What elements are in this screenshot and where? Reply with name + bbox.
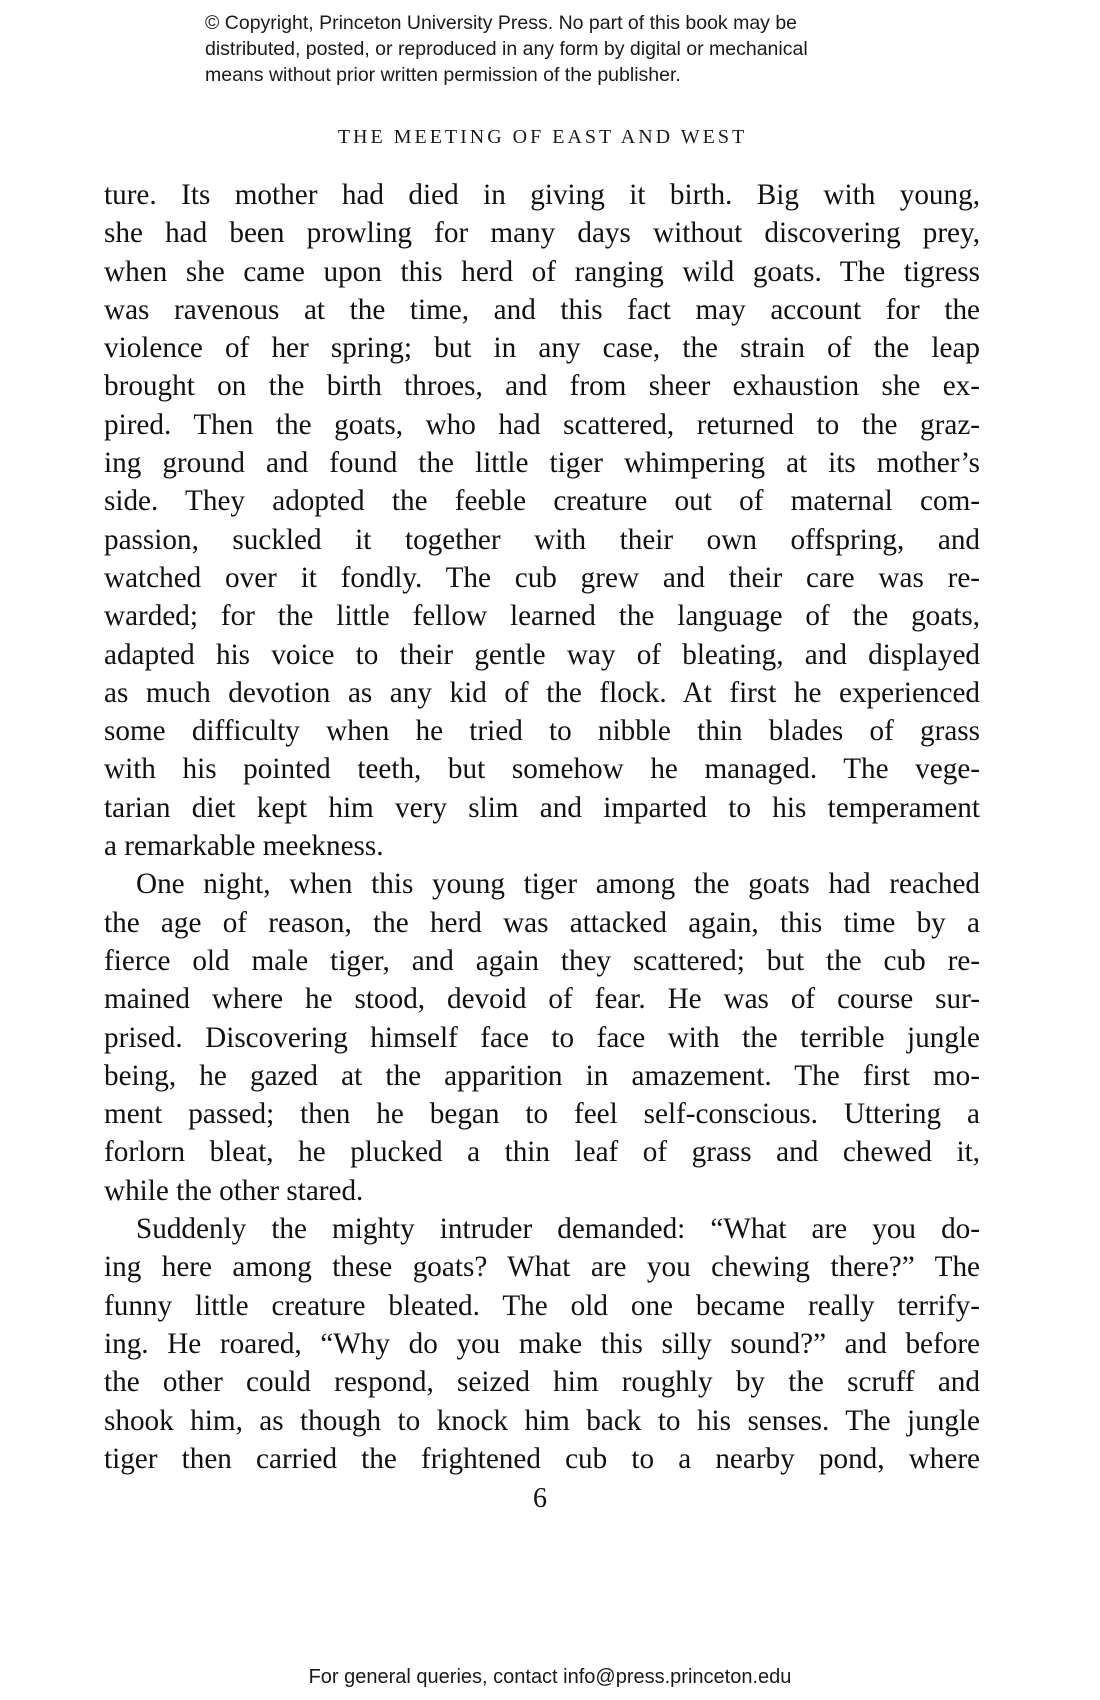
text-line: shook him, as though to knock him back to his senses. The jungle (104, 1404, 980, 1437)
text-line: side. They adopted the feeble creature out of maternal com- (104, 485, 980, 518)
copyright-notice (205, 10, 925, 88)
paragraph (104, 1210, 980, 1478)
text-line: was ravenous at the time, and this fact may account for the (104, 293, 980, 326)
text-line: a remarkable meekness. (104, 830, 384, 863)
text-line: Suddenly the mighty intruder demanded: “What are you do- (136, 1213, 980, 1246)
text-line: warded; for the little fellow learned the language of the goats, (104, 600, 980, 633)
text-line: ment passed; then he began to feel self-conscious. Uttering a (104, 1098, 980, 1131)
paragraph (104, 865, 980, 1210)
copyright-line: means without prior written permission of the publisher. (205, 64, 681, 86)
text-line: when she came upon this herd of ranging wild goats. The tigress (104, 255, 980, 288)
text-line: watched over it fondly. The cub grew and their care was re- (104, 561, 980, 594)
text-line: brought on the birth throes, and from sheer exhaustion she ex- (104, 370, 980, 403)
copyright-line: distributed, posted, or reproduced in any form by digital or mechanical (205, 38, 808, 60)
text-line: pired. Then the goats, who had scattered, returned to the graz- (104, 408, 980, 441)
text-line: passion, suckled it together with their own offspring, and (104, 523, 980, 556)
text-line: tarian diet kept him very slim and imparted to his temperament (104, 791, 980, 824)
text-line: forlorn bleat, he plucked a thin leaf of grass and chewed it, (104, 1136, 980, 1169)
text-line: One night, when this young tiger among the goats had reached (136, 868, 980, 901)
body-text (104, 176, 980, 1478)
copyright-line: © Copyright, Princeton University Press. No part of this book may be (205, 12, 798, 34)
text-line: some difficulty when he tried to nibble thin blades of grass (104, 715, 980, 748)
text-line: while the other stared. (104, 1174, 364, 1207)
paragraph (104, 176, 980, 865)
text-line: fierce old male tiger, and again they scattered; but the cub re- (104, 944, 980, 977)
text-line: ture. Its mother had died in giving it birth. Big with young, (104, 179, 980, 211)
footer-contact: For general queries, contact info@press.princeton.edu (308, 1666, 792, 1688)
text-line: tiger then carried the frightened cub to a nearby pond, where (104, 1442, 980, 1475)
text-line: ing ground and found the little tiger whimpering at its mother’s (104, 447, 980, 480)
text-line: adapted his voice to their gentle way of bleating, and displayed (104, 638, 980, 671)
text-line: ing here among these goats? What are you chewing there?” The (104, 1251, 980, 1284)
running-head: THE MEETING OF EAST AND WEST (337, 126, 748, 148)
text-line: being, he gazed at the apparition in amazement. The first mo- (104, 1059, 980, 1092)
text-line: with his pointed teeth, but somehow he managed. The vege- (104, 753, 980, 786)
text-line: the age of reason, the herd was attacked again, this time by a (104, 906, 980, 939)
text-line: funny little creature bleated. The old one became really terrify- (104, 1289, 980, 1322)
text-line: violence of her spring; but in any case, the strain of the leap (104, 332, 980, 365)
text-line: mained where he stood, devoid of fear. He was of course sur- (104, 983, 980, 1016)
text-line: she had been prowling for many days without discovering prey, (104, 217, 980, 250)
text-line: the other could respond, seized him roughly by the scruff and (104, 1366, 980, 1399)
text-line: prised. Discovering himself face to face with the terrible jungle (104, 1021, 980, 1054)
page-number: 6 (533, 1483, 547, 1514)
text-line: ing. He roared, “Why do you make this silly sound?” and before (104, 1327, 980, 1360)
text-line: as much devotion as any kid of the flock. At first he experienced (104, 676, 980, 709)
